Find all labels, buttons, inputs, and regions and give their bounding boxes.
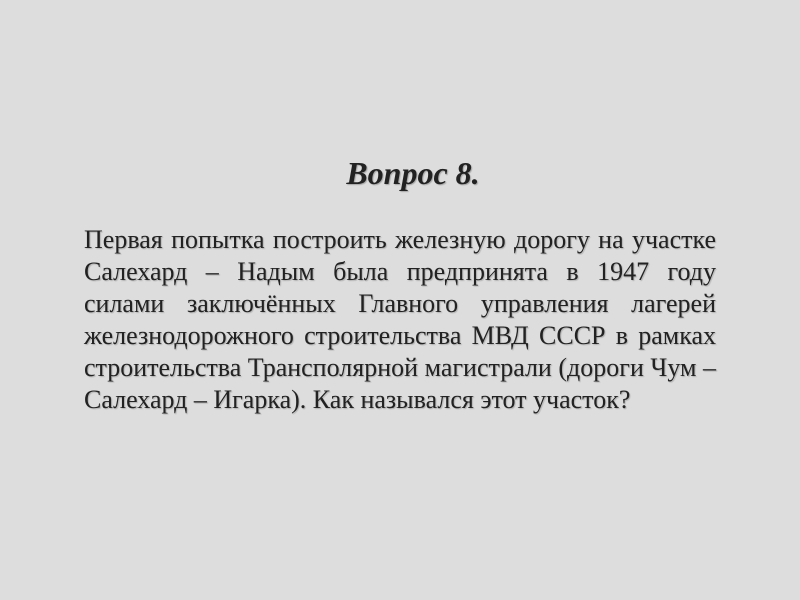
slide-title: Вопрос 8. (346, 155, 480, 191)
question-text: Первая попытка построить железную дорогу на участке Салехард – Надым была предпринята в 1947 году силами заключённых Главного управления лагерей железнодорожного строительства МВД СССР в рамках строительства Трансполярной магистрали (дороги Чум – Салехард – Игарка). Как назывался этот участок? (84, 225, 716, 414)
